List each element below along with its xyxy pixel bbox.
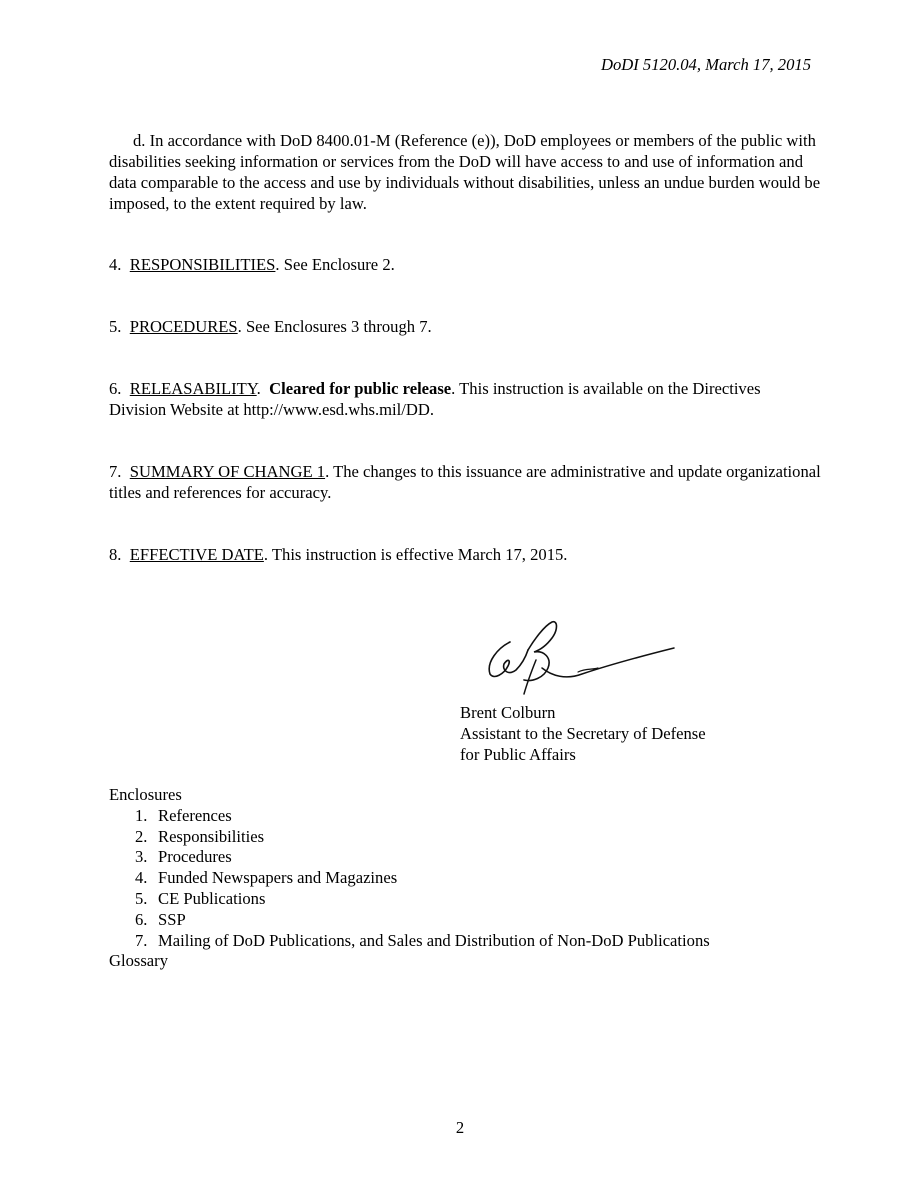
enclosure-item bbox=[135, 827, 710, 848]
section-heading: SUMMARY OF CHANGE 1 bbox=[129, 462, 326, 481]
enclosure-number: 6. bbox=[135, 909, 148, 929]
enclosure-number: 1. bbox=[135, 805, 148, 825]
enclosure-label: Funded Newspapers and Magazines bbox=[158, 868, 398, 888]
section-number: 7. bbox=[109, 462, 122, 481]
enclosure-number: 4. bbox=[135, 868, 148, 888]
section-number: 4. bbox=[109, 255, 122, 274]
enclosure-item bbox=[135, 889, 710, 910]
enclosure-label: SSP bbox=[158, 909, 186, 929]
section-heading: RESPONSIBILITIES bbox=[129, 255, 276, 274]
enclosure-label: CE Publications bbox=[158, 888, 266, 908]
enclosure-number: 3. bbox=[135, 847, 148, 867]
handwritten-signature bbox=[482, 618, 682, 700]
signer-name: Brent Colburn bbox=[460, 703, 556, 722]
section-text: . This instruction is effective March 17, 2015. bbox=[263, 545, 568, 564]
page-header: DoDI 5120.04, March 17, 2015 bbox=[600, 55, 811, 74]
enclosures-list bbox=[109, 785, 710, 972]
section-text: . This instruction is available on the Directives Division Website at http://www.esd.whs.mil/DD. bbox=[109, 379, 761, 419]
enclosures-heading: Enclosures bbox=[109, 785, 182, 804]
section-releasability bbox=[109, 378, 821, 420]
section-number: 6. bbox=[109, 379, 122, 398]
enclosure-number: 7. bbox=[135, 930, 148, 950]
paragraph-d: d. In accordance with DoD 8400.01-M (Reference (e)), DoD employees or members of the public with disabilities seeking information or services from the DoD will have access to and use of information and data comparable to the access and use by individuals without disabilities, unless an undue burden would be imposed, to the extent required by law. bbox=[109, 131, 821, 213]
signer-title: Assistant to the Secretary of Defense bbox=[460, 724, 706, 743]
section-effective-date bbox=[109, 544, 821, 565]
section-text: . See Enclosure 2. bbox=[275, 255, 395, 274]
enclosure-item bbox=[135, 910, 710, 931]
enclosure-number: 5. bbox=[135, 888, 148, 908]
section-summary-of-change bbox=[109, 461, 821, 503]
enclosure-item bbox=[135, 931, 710, 952]
enclosure-item bbox=[135, 868, 710, 889]
enclosure-item bbox=[135, 847, 710, 868]
enclosure-label: Responsibilities bbox=[158, 826, 265, 846]
signature-block bbox=[460, 702, 706, 765]
release-statement: Cleared for public release bbox=[269, 379, 452, 398]
enclosure-item bbox=[135, 806, 710, 827]
section-heading: EFFECTIVE DATE bbox=[129, 545, 264, 564]
enclosure-label: References bbox=[158, 805, 232, 825]
section-number: 8. bbox=[109, 545, 122, 564]
section-responsibilities bbox=[109, 254, 821, 275]
enclosure-number: 2. bbox=[135, 826, 148, 846]
glossary-label: Glossary bbox=[109, 951, 168, 971]
enclosure-label: Procedures bbox=[158, 847, 232, 867]
signer-title-continued: for Public Affairs bbox=[460, 745, 576, 764]
page-number: 2 bbox=[455, 1118, 465, 1137]
section-text: . See Enclosures 3 through 7. bbox=[237, 317, 432, 336]
enclosure-label: Mailing of DoD Publications, and Sales and Distribution of Non-DoD Publications bbox=[158, 930, 710, 950]
section-heading: PROCEDURES bbox=[129, 317, 238, 336]
section-procedures bbox=[109, 316, 821, 337]
section-text: . The changes to this issuance are administrative and update organizational titles and references for accuracy. bbox=[109, 462, 821, 502]
section-number: 5. bbox=[109, 317, 122, 336]
section-separator: . bbox=[256, 379, 270, 398]
section-heading: RELEASABILITY bbox=[129, 379, 257, 398]
